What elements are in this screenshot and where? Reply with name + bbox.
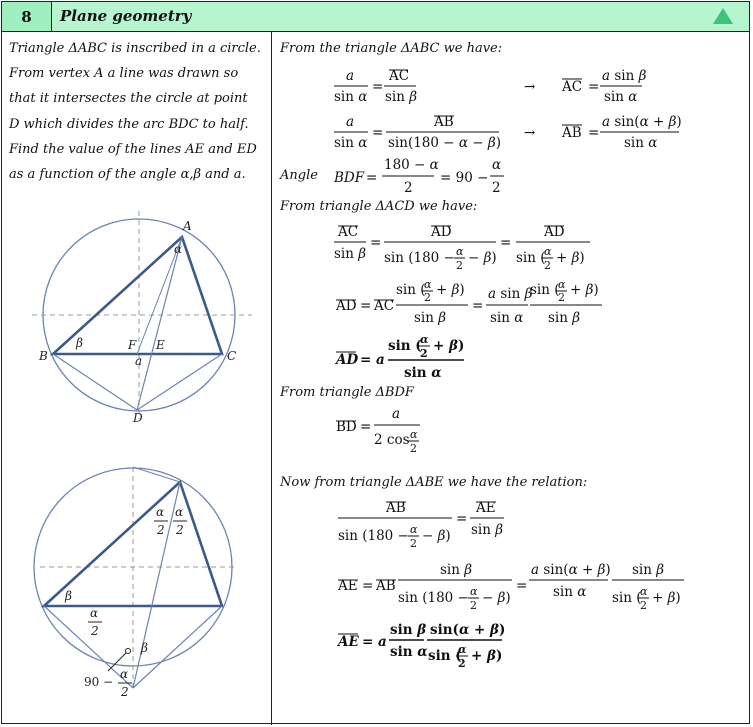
svg-text:sin α: sin α (490, 310, 524, 326)
problem-line: that it intersectes the circle at point (9, 91, 248, 107)
svg-text:AE: AE (338, 634, 359, 650)
svg-text:2: 2 (410, 537, 417, 550)
svg-text:=: = (588, 79, 600, 95)
svg-text:+ β): + β) (433, 338, 465, 354)
figure-inscribed-triangle (2, 197, 270, 437)
svg-text:=: = (472, 298, 484, 314)
label-beta: β (65, 589, 72, 603)
svg-text:− β): − β) (468, 250, 497, 266)
svg-text:sin α: sin α (553, 584, 587, 600)
svg-text:2: 2 (424, 291, 431, 304)
svg-text:a sin β: a sin β (602, 68, 647, 84)
problem-line: Triangle ΔABC is inscribed in a circle. (9, 41, 261, 56)
label-two: 2 (121, 685, 129, 699)
svg-text:=: = (500, 235, 512, 251)
label-half-alpha-right: α (175, 505, 184, 519)
svg-text:=: = (360, 419, 372, 435)
label-half-alpha-left: α (156, 505, 165, 519)
svg-text:sin (: sin ( (428, 648, 462, 664)
svg-text:sin β: sin β (548, 310, 581, 326)
solution-intro-abc: From the triangle ΔABC we have: (280, 41, 503, 56)
svg-text:=: = (372, 79, 384, 95)
svg-text:→: → (524, 125, 536, 141)
svg-text:+ β): + β) (436, 282, 465, 298)
svg-text:AD: AD (336, 298, 357, 314)
solution-intro-acd: From triangle ΔACD we have: (280, 199, 478, 214)
svg-text:sin (: sin ( (388, 338, 422, 354)
svg-text:AB: AB (434, 114, 454, 130)
svg-text:α: α (544, 245, 552, 258)
svg-text:α: α (420, 333, 429, 346)
svg-text:=: = (362, 634, 374, 650)
svg-text:AC: AC (562, 79, 583, 95)
svg-text:a sin(α + β): a sin(α + β) (602, 114, 682, 130)
label-side-a: a (135, 354, 143, 368)
svg-text:sin β: sin β (334, 246, 367, 262)
svg-text:AC: AC (389, 68, 410, 84)
svg-text:α: α (458, 643, 467, 656)
svg-text:=: = (360, 298, 372, 314)
svg-text:AB: AB (376, 578, 396, 594)
svg-text:2: 2 (492, 180, 501, 196)
svg-text:sin β: sin β (390, 622, 427, 638)
svg-text:AC: AC (338, 224, 359, 240)
svg-text:sin (: sin ( (396, 282, 426, 298)
svg-text:2: 2 (558, 291, 565, 304)
svg-text:=: = (370, 235, 382, 251)
equation-ad-result (334, 332, 534, 384)
solution-column (274, 32, 749, 725)
svg-text:=: = (372, 125, 384, 141)
label-a-vertex: A (183, 219, 192, 233)
problem-statement (9, 36, 271, 187)
svg-text:α: α (640, 585, 648, 598)
svg-text:BD: BD (336, 419, 357, 435)
svg-text:sin β: sin β (414, 310, 447, 326)
svg-text:= 90 −: = 90 − (440, 170, 489, 186)
section-number: 8 (2, 2, 52, 31)
svg-text:2 cos: 2 cos (374, 432, 410, 448)
svg-text:2: 2 (640, 599, 647, 612)
svg-text:AE: AE (476, 500, 496, 516)
svg-text:AD: AD (544, 224, 565, 240)
svg-text:− β): − β) (422, 528, 451, 544)
svg-text:AC: AC (374, 298, 395, 314)
svg-text:+ β): + β) (652, 590, 681, 606)
svg-text:sin β: sin β (471, 522, 504, 538)
svg-text:α: α (558, 280, 566, 291)
problem-line: as a function of the angle α,β and a. (9, 167, 246, 183)
svg-text:α: α (492, 157, 502, 173)
section-title: Plane geometry (60, 7, 192, 25)
label-d-point: D (133, 411, 143, 425)
label-alpha: α (174, 242, 183, 256)
svg-text:sin (: sin ( (612, 590, 642, 606)
svg-text:2: 2 (404, 180, 413, 196)
label-e-point: E (156, 338, 165, 352)
svg-text:AD: AD (336, 352, 359, 368)
svg-text:sin β: sin β (440, 562, 473, 578)
label-beta-d: β (141, 641, 148, 655)
equation-ae-result (334, 614, 574, 670)
equation-ad-expansion (334, 280, 634, 330)
svg-text:sin (: sin ( (530, 282, 560, 298)
label-half-alpha-ninety: α (120, 667, 129, 681)
svg-text:AB: AB (386, 500, 406, 516)
svg-text:− β): − β) (482, 590, 511, 606)
svg-text:sin (: sin ( (516, 250, 546, 266)
svg-text:α: α (410, 428, 418, 441)
equation-ae-expansion (334, 558, 694, 616)
svg-text:sin(α + β): sin(α + β) (430, 622, 506, 638)
svg-text:sin β: sin β (385, 89, 418, 105)
svg-text:=: = (360, 352, 372, 368)
svg-text:α: α (410, 523, 418, 536)
svg-text:2: 2 (420, 347, 428, 360)
svg-text:AB: AB (562, 125, 582, 141)
svg-text:a: a (346, 68, 355, 84)
svg-text:2: 2 (544, 259, 551, 272)
svg-text:2: 2 (456, 259, 463, 272)
problem-line: From vertex A a line was drawn so (9, 66, 239, 82)
label-half-alpha-base: α (90, 606, 99, 620)
label-ninety: 90 − (84, 675, 114, 689)
solution-intro-abe: Now from triangle ΔABE we have the relation: (280, 475, 588, 490)
equation-acd-ratio (334, 222, 634, 272)
svg-text:a: a (376, 352, 385, 368)
label-two: 2 (176, 523, 184, 537)
svg-text:a sin β: a sin β (488, 286, 533, 302)
svg-text:α: α (424, 280, 432, 291)
svg-text:sin(180 − α − β): sin(180 − α − β) (388, 135, 501, 151)
svg-text:a: a (392, 406, 401, 422)
solution-angle-label: Angle (280, 168, 318, 183)
svg-text:sin α: sin α (390, 644, 428, 660)
label-two: 2 (157, 523, 165, 537)
header-bar (2, 2, 749, 32)
svg-text:=: = (366, 170, 378, 186)
label-two: 2 (91, 624, 99, 638)
figure-angle-construction (2, 457, 270, 712)
svg-text:a: a (378, 634, 387, 650)
svg-text:BDF: BDF (334, 170, 365, 186)
svg-text:sin α: sin α (334, 135, 368, 151)
page-frame (1, 1, 750, 724)
svg-text:→: → (524, 79, 536, 95)
problem-line: D which divides the arc BDC to half. (9, 116, 249, 132)
svg-text:2: 2 (470, 599, 477, 612)
svg-text:α: α (470, 585, 478, 598)
equation-law-of-sines-1 (334, 66, 664, 108)
svg-text:sin (180 −: sin (180 − (338, 528, 409, 544)
svg-text:sin (180 −: sin (180 − (384, 250, 455, 266)
svg-text:180 − α: 180 − α (384, 157, 439, 173)
equation-law-of-sines-2 (334, 112, 684, 154)
svg-text:=: = (362, 578, 374, 594)
solution-intro-bdf: From triangle ΔBDF (280, 385, 414, 400)
problem-line: Find the value of the lines AE and ED (9, 141, 257, 157)
label-b-vertex: B (39, 349, 48, 363)
svg-text:=: = (456, 511, 468, 527)
equation-angle-bdf (334, 154, 534, 198)
label-beta: β (76, 336, 83, 350)
svg-text:AE: AE (338, 578, 358, 594)
svg-text:=: = (588, 125, 600, 141)
svg-text:a: a (346, 114, 355, 130)
svg-text:+ β): + β) (570, 282, 599, 298)
svg-text:α: α (456, 245, 464, 258)
label-c-vertex: C (227, 349, 237, 363)
svg-text:sin β: sin β (632, 562, 665, 578)
equation-bd (334, 404, 494, 456)
svg-text:+ β): + β) (556, 250, 585, 266)
svg-text:sin α: sin α (404, 365, 442, 381)
svg-text:sin (180 −: sin (180 − (398, 590, 469, 606)
label-f-point: F (128, 338, 137, 352)
svg-text:=: = (516, 578, 528, 594)
column-divider (271, 32, 272, 725)
svg-text:sin α: sin α (334, 89, 368, 105)
triangle-up-icon[interactable] (713, 8, 733, 24)
svg-text:sin α: sin α (604, 89, 638, 105)
svg-text:2: 2 (458, 657, 466, 670)
svg-text:sin α: sin α (624, 135, 658, 151)
equation-abe-ratio (334, 498, 554, 554)
svg-text:2: 2 (410, 442, 417, 455)
svg-text:a sin(α + β): a sin(α + β) (531, 562, 611, 578)
svg-text:+ β): + β) (471, 648, 503, 664)
svg-text:AD: AD (431, 224, 452, 240)
